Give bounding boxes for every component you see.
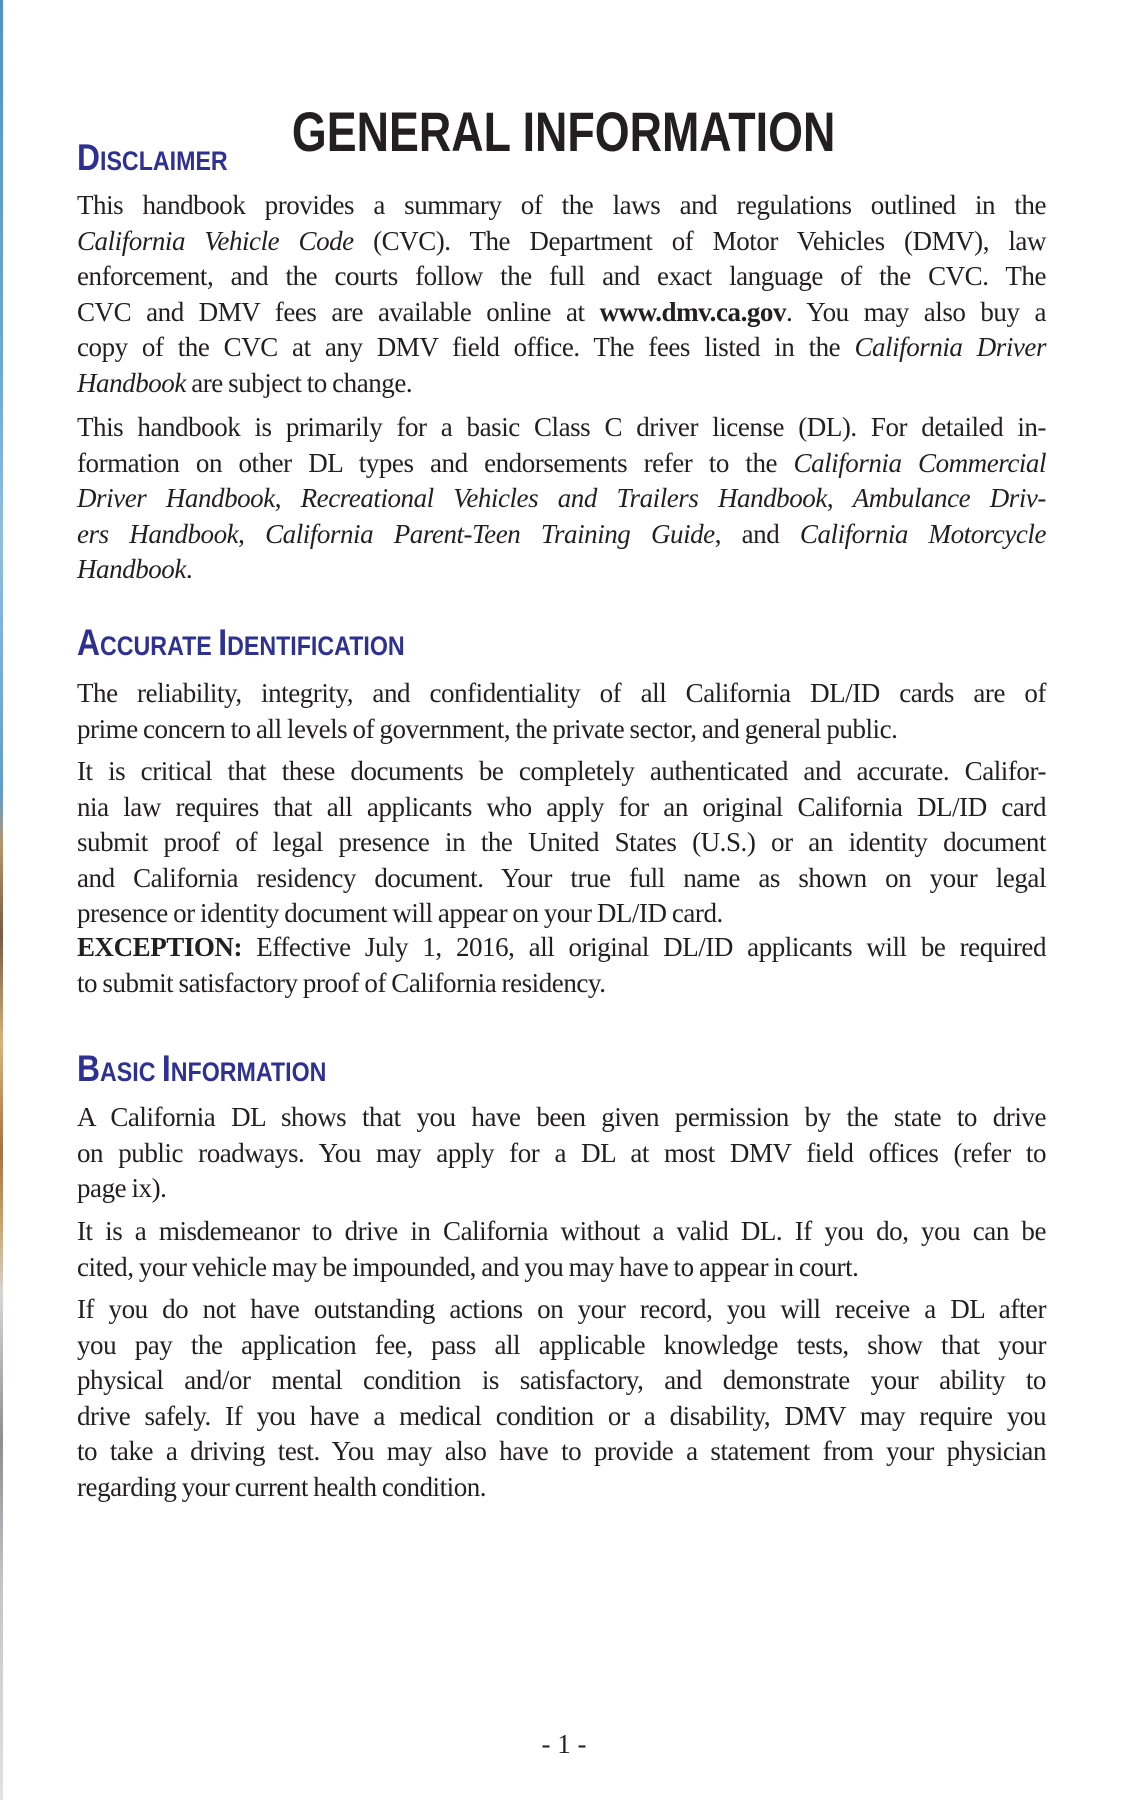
- text-line: [77, 1363, 1046, 1399]
- text-run: on public roadways. You may apply for a DL at most DMV field offices (refer to: [77, 1137, 1046, 1168]
- text-run: It is a misdemeanor to drive in California without a valid DL. If you do, you can be: [77, 1216, 1046, 1246]
- text-run: , and: [714, 518, 800, 549]
- text-line: [77, 330, 1046, 366]
- heading-smallcaps: ASIC: [99, 1057, 162, 1087]
- text-run: It is critical that these documents be completely authenticated and accurate. Califor-: [77, 756, 1046, 786]
- text-run: are subject to change.: [185, 367, 413, 398]
- heading-initial: I: [161, 1048, 171, 1089]
- italic-title: Driver Handbook: [77, 483, 275, 513]
- italic-title: Handbook: [77, 554, 186, 584]
- text-line: [77, 552, 1046, 588]
- text-run: copy of the CVC at any DMV field office. The fees listed in the: [77, 332, 855, 362]
- text-line: [77, 712, 1046, 748]
- text-run: to take a driving test. You may also have to provide a statement from your physician: [77, 1436, 1046, 1466]
- text-line: [77, 1292, 1046, 1328]
- italic-title: Recreational Vehicles and Trailers Handbook: [300, 483, 827, 513]
- heading-smallcaps: NFORMATION: [170, 1057, 327, 1087]
- italic-title: Handbook: [77, 367, 186, 398]
- text-run: prime concern to all levels of government, the private sector, and general public.: [77, 713, 898, 744]
- text-line: [77, 1100, 1046, 1136]
- text-line: [77, 825, 1046, 861]
- paragraph: [77, 1292, 1046, 1505]
- text-run: . You may also buy a: [786, 296, 1047, 327]
- text-line: [77, 1214, 1046, 1250]
- text-line: [77, 224, 1046, 260]
- text-run: page ix).: [77, 1173, 167, 1203]
- text-run: ,: [274, 483, 301, 513]
- text-run: submit proof of legal presence in the United States (U.S.) or an identity document: [77, 827, 1046, 857]
- text-line: [77, 1328, 1046, 1364]
- heading-smallcaps: ISCLAIMER: [99, 146, 228, 176]
- text-run: cited, your vehicle may be impounded, and you may have to appear in court.: [77, 1251, 859, 1282]
- text-line: [77, 517, 1046, 553]
- heading-initial: I: [218, 622, 228, 663]
- text-line: [77, 1470, 1046, 1506]
- text-line: [77, 1399, 1046, 1435]
- text-run: you pay the application fee, pass all applicable knowledge tests, show that your: [77, 1329, 1046, 1360]
- dmv-website-link: www.dmv.ca.gov: [599, 296, 787, 327]
- italic-title: California Vehicle Code: [77, 225, 354, 256]
- text-run: The reliability, integrity, and confidentiality of all California DL/ID cards are of: [77, 678, 1046, 708]
- text-line: [77, 1171, 1046, 1207]
- paragraph: [77, 410, 1046, 588]
- bold-text: EXCEPTION:: [77, 932, 243, 962]
- text-run: enforcement, and the courts follow the full and exact language of the CVC. The: [77, 261, 1046, 291]
- italic-title: California Driver: [854, 332, 1046, 362]
- text-run: CVC and DMV fees are available online at: [77, 296, 600, 327]
- italic-title: California Parent-Teen Training Guide: [265, 518, 715, 549]
- heading-smallcaps: DENTIFICATION: [227, 631, 405, 661]
- text-line: [77, 930, 1046, 966]
- text-line: [77, 861, 1046, 897]
- italic-title: California Motorcycle: [799, 518, 1046, 549]
- text-line: [77, 966, 1046, 1002]
- page-number: - 1 -: [541, 1729, 587, 1759]
- paragraph: [77, 676, 1046, 747]
- text-line: [77, 754, 1046, 790]
- text-line: [77, 188, 1046, 224]
- text-run: presence or identity document will appear on your DL/ID card.: [77, 898, 723, 928]
- text-line: [77, 446, 1046, 482]
- text-run: to submit satisfactory proof of California residency.: [77, 967, 606, 998]
- paragraph: [77, 188, 1046, 401]
- text-run: .: [185, 554, 193, 584]
- paragraph: [77, 1100, 1046, 1207]
- text-line: [77, 676, 1046, 712]
- text-line: [77, 295, 1046, 331]
- text-run: physical and/or mental condition is satisfactory, and demonstrate your ability to: [77, 1365, 1046, 1395]
- text-run: and California residency document. Your true full name as shown on your legal: [77, 862, 1046, 893]
- heading-initial: B: [77, 1048, 100, 1089]
- text-run: drive safely. If you have a medical condition or a disability, DMV may require you: [77, 1400, 1046, 1431]
- text-line: [77, 259, 1046, 295]
- page-edge-strip: [0, 0, 3, 1800]
- heading-initial: A: [77, 622, 100, 663]
- text-line: [77, 1250, 1046, 1286]
- text-line: [77, 1136, 1046, 1172]
- text-run: regarding your current health condition.: [77, 1471, 487, 1502]
- italic-title: California Commercial: [793, 447, 1047, 478]
- text-line: [77, 410, 1046, 446]
- text-run: (CVC). The Department of Motor Vehicles (DMV), law: [353, 225, 1046, 256]
- text-line: [77, 790, 1046, 826]
- italic-title: ers Handbook: [77, 518, 239, 549]
- text-run: This handbook is primarily for a basic Class C driver license (DL). For detailed in-: [77, 412, 1046, 442]
- paragraph: [77, 930, 1046, 1001]
- text-run: Effective July 1, 2016, all original DL/ID applicants will be required: [242, 932, 1046, 962]
- italic-title: Ambulance Driv-: [852, 483, 1046, 513]
- text-run: nia law requires that all applicants who apply for an original California DL/ID card: [77, 791, 1046, 822]
- section-heading-accurate-identification: [77, 623, 405, 666]
- text-run: If you do not have outstanding actions on your record, you will receive a DL after: [77, 1294, 1046, 1324]
- text-run: formation on other DL types and endorsements refer to the: [77, 447, 794, 478]
- page-title-text: GENERAL INFORMATION: [292, 99, 836, 163]
- text-run: ,: [826, 483, 853, 513]
- text-run: ,: [238, 518, 266, 549]
- text-line: [77, 896, 1046, 932]
- text-run: This handbook provides a summary of the laws and regulations outlined in the: [77, 190, 1046, 220]
- text-line: [77, 366, 1046, 402]
- text-line: [77, 481, 1046, 517]
- text-run: A California DL shows that you have been given permission by the state to drive: [77, 1102, 1046, 1132]
- text-line: [77, 1434, 1046, 1470]
- paragraph: [77, 754, 1046, 932]
- section-heading-basic-information: [77, 1049, 326, 1092]
- paragraph: [77, 1214, 1046, 1285]
- section-heading-disclaimer: [77, 138, 228, 181]
- heading-smallcaps: CCURATE: [99, 631, 219, 661]
- heading-initial: D: [77, 137, 100, 178]
